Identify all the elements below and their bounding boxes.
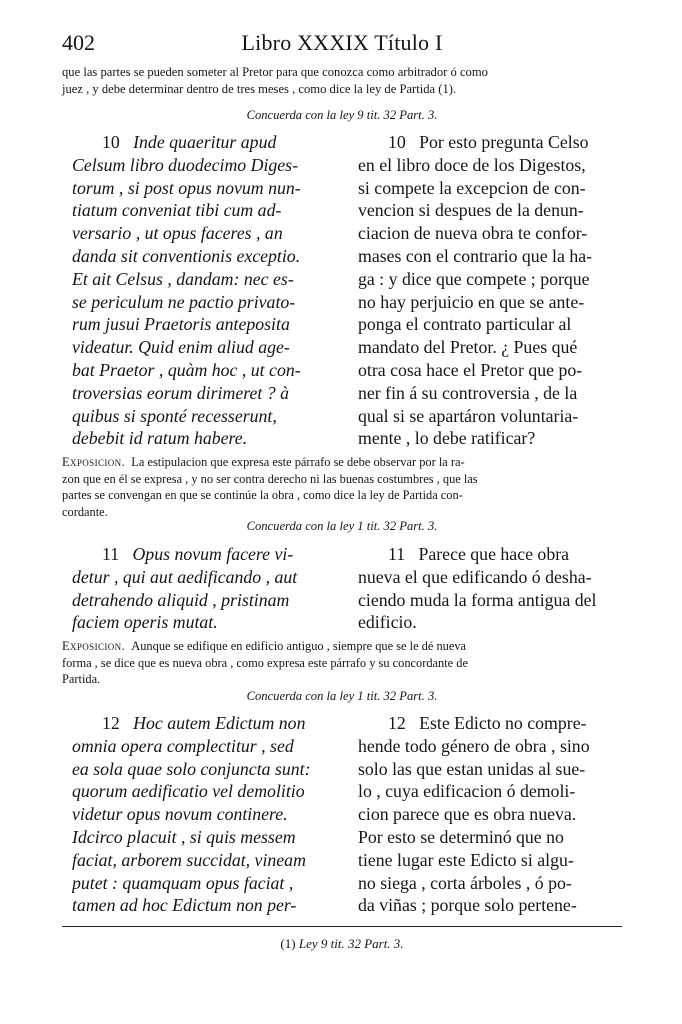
spanish-line [358,131,622,154]
spanish-line: nueva el que edificando ó desha- [358,566,592,587]
spanish-line: ciendo muda la forma antigua del [358,589,597,610]
exposicion-line: zon que en él se expresa , y no ser contra derecho ni las buenas costumbres , que las [62,471,478,486]
latin-line: quibus si sponté recesserunt, [72,405,277,426]
latin-line: rum jusui Praetoris anteposita [72,314,290,335]
latin-line: Et ait Celsus , dandam: nec es- [72,268,294,289]
latin-line: faciem operis mutat. [72,612,218,633]
latin-line: videtur opus novum continere. [72,804,288,825]
latin-text-section-12 [72,712,340,917]
concordance-note: Concuerda con la ley 1 tit. 32 Part. 3. [246,519,438,533]
section-number: 12 [102,713,120,733]
latin-line: ea sola quae solo conjuncta sunt: [72,758,311,779]
spanish-line: no hay perjuicio en que se ante- [358,291,585,312]
spanish-line: ga : y dice que compete ; porque [358,268,590,289]
spanish-line: edificio. [358,612,417,633]
exposicion-line: cordante. [62,504,108,519]
exposicion-line: Partida. [62,672,101,686]
spanish-line: ponga el contrato particular al [358,314,572,335]
spanish-line-text: Este Edicto no compre- [419,713,587,733]
latin-line-text: Inde quaeritur apud [133,132,277,152]
latin-line [72,543,340,566]
latin-line: detur , qui aut aedificando , aut [72,566,298,587]
section-number: 10 [388,132,406,152]
spanish-line-text: Por esto pregunta Celso [419,132,589,152]
concordance-note: Concuerda con la ley 1 tit. 32 Part. 3. [246,689,438,703]
latin-line: tiatum conveniat tibi cum ad- [72,200,282,221]
footnote-divider [62,926,622,927]
exposicion-line: forma , se dice que es nueva obra , como expresa este párrafo y su concordante de [62,655,468,670]
exposicion-label: Exposicion. [62,455,126,469]
latin-line: putet : quamquam opus faciat , [72,872,294,893]
intro-paragraph [62,64,622,98]
latin-line: se periculum ne pactio privato- [72,291,296,312]
spanish-line: otra cosa hace el Pretor que po- [358,359,583,380]
latin-line-text: Hoc autem Edictum non [133,713,306,733]
exposicion-line-text: La estipulacion que expresa este párrafo se debe observar por la ra- [131,455,465,469]
spanish-line-text: Parece que hace obra [418,544,570,564]
latin-line: troversias eorum dirimeret ? à [72,382,289,403]
section-number: 11 [388,544,406,564]
spanish-line: vencion si despues de la denun- [358,200,584,221]
footnote-marker: (1) [280,936,296,951]
spanish-line: no siega , corta árboles , ó po- [358,872,572,893]
section-number: 11 [102,544,120,564]
spanish-text-section-12 [358,712,622,917]
spanish-line: ciacion de nueva obra te confor- [358,223,588,244]
latin-line [72,712,340,735]
intro-line: que las partes se pueden someter al Pretor para que conozca como arbitrador ó como [62,65,488,79]
page-header [62,30,622,60]
footnote [62,936,622,952]
latin-line: quorum aedificatio vel demolitio [72,781,305,802]
spanish-text-section-11 [358,543,622,634]
spanish-line: solo las que estan unidas al sue- [358,758,586,779]
exposicion-paragraph [62,638,622,688]
spanish-line: cion parece que es obra nueva. [358,804,577,825]
latin-line: bat Praetor , quàm hoc , ut con- [72,359,301,380]
spanish-text-section-10 [358,131,622,450]
spanish-line [358,543,622,566]
latin-text-section-10 [72,131,340,450]
latin-line: torum , si post opus novum nun- [72,177,301,198]
latin-line: omnia opera complectitur , sed [72,735,294,756]
latin-line: debebit id ratum habere. [72,428,248,449]
section-number: 12 [388,713,406,733]
spanish-line: mandato del Pretor. ¿ Pues qué [358,337,578,358]
running-title: Libro XXXIX Título I [241,30,443,55]
spanish-line [358,712,622,735]
exposicion-label: Exposicion. [62,639,126,653]
exposicion-line: partes se convengan en que se continúe la obra , como dice la ley de Partida con- [62,488,463,502]
latin-line: danda sit conventionis exceptio. [72,245,301,266]
spanish-line: qual si se apartáron voluntaria- [358,405,579,426]
spanish-line: si compete la excepcion de con- [358,177,586,198]
spanish-line: mases con el contrario que la ha- [358,245,593,266]
spanish-line: da viñas ; porque solo pertene- [358,895,577,916]
page-number: 402 [62,30,95,55]
concordance-note: Concuerda con la ley 9 tit. 32 Part. 3. [246,108,438,122]
spanish-line: hende todo género de obra , sino [358,735,590,756]
spanish-line: ner fin á su controversia , de la [358,382,578,403]
latin-line: videatur. Quid enim aliud age- [72,337,290,358]
latin-text-section-11 [72,543,340,634]
intro-line: juez , y debe determinar dentro de tres meses , como dice la ley de Partida (1). [62,82,457,96]
latin-line-text: Opus novum facere vi- [132,544,294,564]
latin-line: Celsum libro duodecimo Diges- [72,154,299,175]
exposicion-paragraph [62,454,622,520]
latin-line: tamen ad hoc Edictum non per- [72,895,297,916]
spanish-line: Por esto se determinó que no [358,826,564,847]
latin-line [72,131,340,154]
exposicion-line-text: Aunque se edifique en edificio antiguo , siempre que se le dé nueva [131,639,467,653]
latin-line: faciat, arborem succidat, vineam [72,849,306,870]
latin-line: Idcirco placuit , si quis messem [72,826,296,847]
exposicion-line [62,638,622,655]
spanish-line: tiene lugar este Edicto si algu- [358,849,574,870]
exposicion-line [62,454,622,471]
spanish-line: mente , lo debe ratificar? [358,428,536,449]
spanish-line: en el libro doce de los Digestos, [358,154,586,175]
latin-line: versario , ut opus faceres , an [72,223,283,244]
footnote-text: Ley 9 tit. 32 Part. 3. [298,936,404,951]
section-number: 10 [102,132,120,152]
latin-line: detrahendo aliquid , pristinam [72,589,290,610]
spanish-line: lo , cuya edificacion ó demoli- [358,781,576,802]
